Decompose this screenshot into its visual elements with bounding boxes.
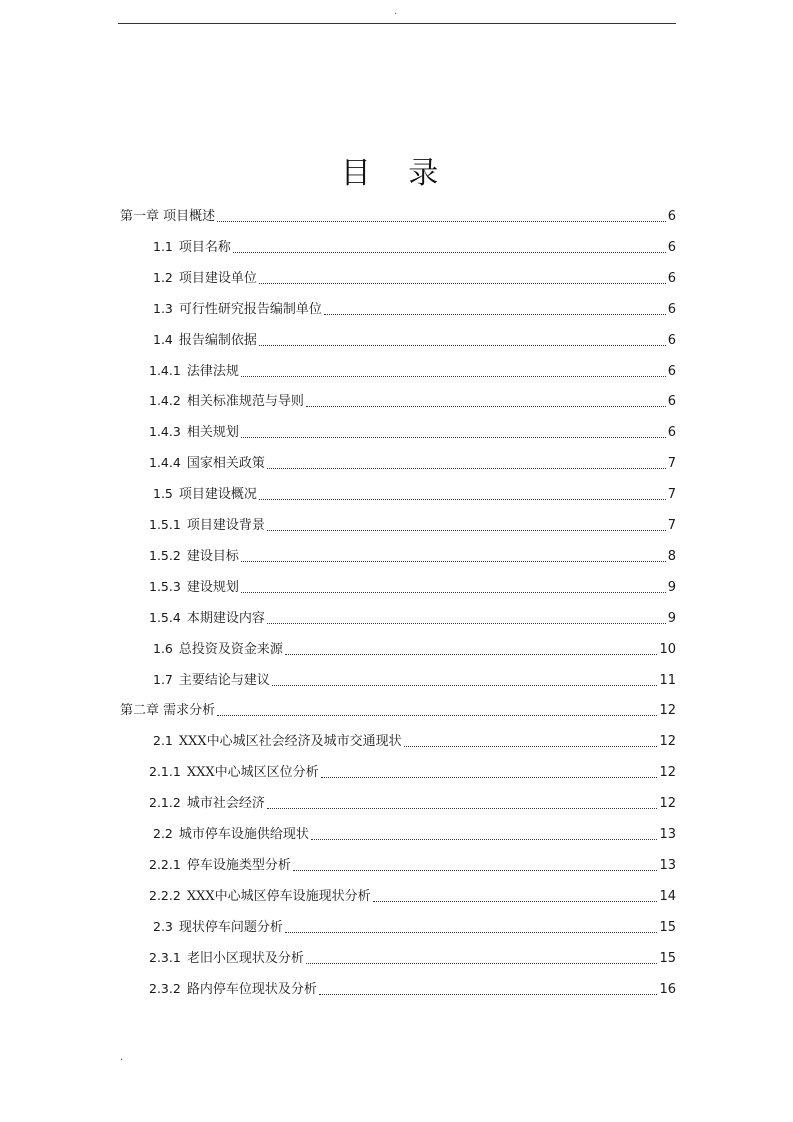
toc-entry[interactable] [153,671,676,691]
toc-entry-number: 1.4.4 [149,455,181,470]
toc-entry[interactable] [153,300,676,320]
toc-entry-text [153,670,270,691]
dot-leader [267,530,666,531]
toc-entry-text [149,608,265,629]
toc-entry-page: 11 [659,673,676,688]
toc-entry-text [153,824,309,845]
toc-title: 目 录 [340,156,453,191]
toc-entry-page: 10 [659,642,676,657]
toc-entry-text [153,731,402,752]
toc-entry-number: 1.3 [153,301,173,316]
toc-entry-number: 2.3.2 [149,981,181,996]
toc-entry-page: 16 [659,982,676,997]
dot-leader [306,963,658,964]
dot-leader [259,345,666,346]
toc-entry-page: 14 [659,889,676,904]
toc-entry-page: 13 [659,827,676,842]
toc-entry[interactable] [153,269,676,289]
dot-leader [373,901,658,902]
toc-entry[interactable] [120,207,676,227]
toc-entry-number: 2.2 [153,826,173,841]
toc-entry-page: 6 [667,394,676,409]
dot-leader [241,376,666,377]
toc-entry-page: 7 [667,456,676,471]
toc-entry-text [149,886,371,907]
toc-entry-text [153,330,257,351]
toc-entry-label: 报告编制依据 [178,333,257,348]
dot-leader [259,499,666,500]
toc-entry-text [153,268,257,289]
toc-entry-page: 6 [667,425,676,440]
toc-entry-page: 6 [667,271,676,286]
toc-entry-label: 建设目标 [186,549,239,564]
toc-entry-text [153,917,283,938]
toc-entry-page: 6 [667,302,676,317]
toc-entry-label: 停车设施类型分析 [186,858,291,873]
toc-entry-label: 可行性研究报告编制单位 [178,302,322,317]
toc-entry-text [153,639,283,660]
dot-leader [259,283,666,284]
toc-entry-page: 9 [667,580,676,595]
toc-entry-number: 2.3.1 [149,950,181,965]
dot-leader [217,715,657,716]
toc-entry-text [149,979,317,1000]
toc-entry-label: 老旧小区现状及分析 [186,951,304,966]
dot-leader [267,808,658,809]
toc-entry-number: 2.1.1 [149,764,181,779]
toc-entry[interactable] [120,701,676,721]
dot-leader [285,654,658,655]
toc-entry-label: 本期建设内容 [186,611,265,626]
toc-entry-text [149,855,291,876]
toc-entry-text [149,577,239,598]
dot-leader [241,592,666,593]
toc-entry-text [149,391,304,412]
dot-leader [324,314,666,315]
toc-entry-label: 第二章 需求分析 [120,703,216,718]
toc-entry-number: 1.6 [153,641,173,656]
toc-entry-label: XXX中心城区停车设施现状分析 [186,889,371,904]
toc-entry[interactable] [149,609,676,629]
dot-leader [285,932,658,933]
dot-leader [233,252,666,253]
toc-entry-page: 12 [659,734,676,749]
toc-entry-label: 现状停车问题分析 [178,920,283,935]
toc-entry[interactable] [149,454,676,474]
toc-entry-number: 2.2.2 [149,888,181,903]
toc-entry[interactable] [153,918,676,938]
toc-entry[interactable] [149,856,676,876]
toc-entry-page: 15 [659,920,676,935]
toc-entry-page: 12 [659,796,676,811]
toc-entry-label: 相关规划 [186,425,239,440]
toc-entry-number: 1.5.4 [149,610,181,625]
toc-entry-number: 1.5.2 [149,548,181,563]
dot-leader [217,221,666,222]
toc-entry-text [149,515,265,536]
toc-entry-label: 项目建设背景 [186,518,265,533]
toc-entry-number: 2.1 [153,733,173,748]
toc-entry-label: 项目建设概况 [178,487,257,502]
toc-entry-text [149,361,239,382]
toc-entry-page: 6 [667,364,676,379]
toc-entry-number: 1.4 [153,332,173,347]
toc-entry-number: 1.5.1 [149,517,181,532]
dot-leader [267,623,666,624]
dot-leader [293,870,658,871]
dot-leader [267,468,666,469]
toc-entry-page: 6 [667,240,676,255]
toc-entry-text [149,453,265,474]
dot-leader [319,994,658,995]
toc-entry-page: 12 [659,765,676,780]
dot-leader [321,777,658,778]
toc-entry-number: 1.5 [153,486,173,501]
dot-leader [272,685,658,686]
toc-entry-label: 城市社会经济 [186,796,265,811]
toc-entry-label: 城市停车设施供给现状 [178,827,309,842]
toc-entry-page: 13 [659,858,676,873]
toc-entry-number: 1.2 [153,270,173,285]
toc-entry-number: 1.4.1 [149,363,181,378]
dot-leader [404,746,658,747]
toc-entry[interactable] [149,980,676,1000]
toc-entry[interactable] [149,578,676,598]
toc-entry-page: 8 [667,549,676,564]
toc-entry[interactable] [153,238,676,258]
toc-entry-label: 主要结论与建议 [178,673,270,688]
toc-entry[interactable] [149,763,676,783]
toc-entry-number: 1.4.3 [149,424,181,439]
toc-entry-page: 6 [667,333,676,348]
toc-entry-label: 相关标准规范与导则 [186,394,304,409]
toc-entry-page: 6 [667,209,676,224]
toc-entry-label: 法律法规 [186,364,239,379]
toc-entry-label: 建设规划 [186,580,239,595]
toc-entry-text [120,701,215,721]
toc-entry-page: 7 [667,487,676,502]
toc-entry[interactable] [153,485,676,505]
toc-entry-number: 1.4.2 [149,393,181,408]
header-rule [118,23,676,24]
toc-entry-text [149,793,265,814]
toc-entry-number: 2.1.2 [149,795,181,810]
header-mark: . [394,6,398,17]
toc-entry-label: XXX中心城区区位分析 [186,765,319,780]
toc-entry-number: 1.7 [153,672,173,687]
toc-entry-number: 2.2.1 [149,857,181,872]
toc-entry[interactable] [149,887,676,907]
toc-entry-label: 项目建设单位 [178,271,257,286]
toc-entry[interactable] [153,825,676,845]
toc-entry[interactable] [149,949,676,969]
toc-entry-label: 第一章 项目概述 [120,209,216,224]
toc-entry-page: 12 [659,703,676,718]
toc-entry[interactable] [153,640,676,660]
toc-entry[interactable] [149,516,676,536]
toc-entry-text [149,422,239,443]
toc-entry-text [153,484,257,505]
toc-entry-text [120,207,215,227]
toc-entry[interactable] [149,794,676,814]
toc-entry-label: 项目名称 [178,240,231,255]
toc-entry-label: 国家相关政策 [186,456,265,471]
toc-entry-text [153,299,322,320]
dot-leader [241,437,666,438]
toc-entry[interactable] [149,362,676,382]
toc-entry-number: 2.3 [153,919,173,934]
toc-entry[interactable] [153,732,676,752]
toc-entry-page: 9 [667,611,676,626]
toc-entry-page: 15 [659,951,676,966]
toc-entry[interactable] [153,331,676,351]
footer-mark: . [120,1052,124,1063]
toc-entry-number: 1.5.3 [149,579,181,594]
toc-entry-text [149,948,304,969]
toc-entry-text [153,237,231,258]
toc-entry[interactable] [149,392,676,412]
toc-entry-label: 路内停车位现状及分析 [186,982,317,997]
toc-entry-text [149,762,319,783]
toc-entry-number: 1.1 [153,239,173,254]
toc-entry-text [149,546,239,567]
toc-entry-page: 7 [667,518,676,533]
toc-entry-label: XXX中心城区社会经济及城市交通现状 [178,734,402,749]
toc-entry[interactable] [149,547,676,567]
dot-leader [241,561,666,562]
toc-entry[interactable] [149,423,676,443]
dot-leader [311,839,658,840]
toc-entry-label: 总投资及资金来源 [178,642,283,657]
dot-leader [306,406,666,407]
